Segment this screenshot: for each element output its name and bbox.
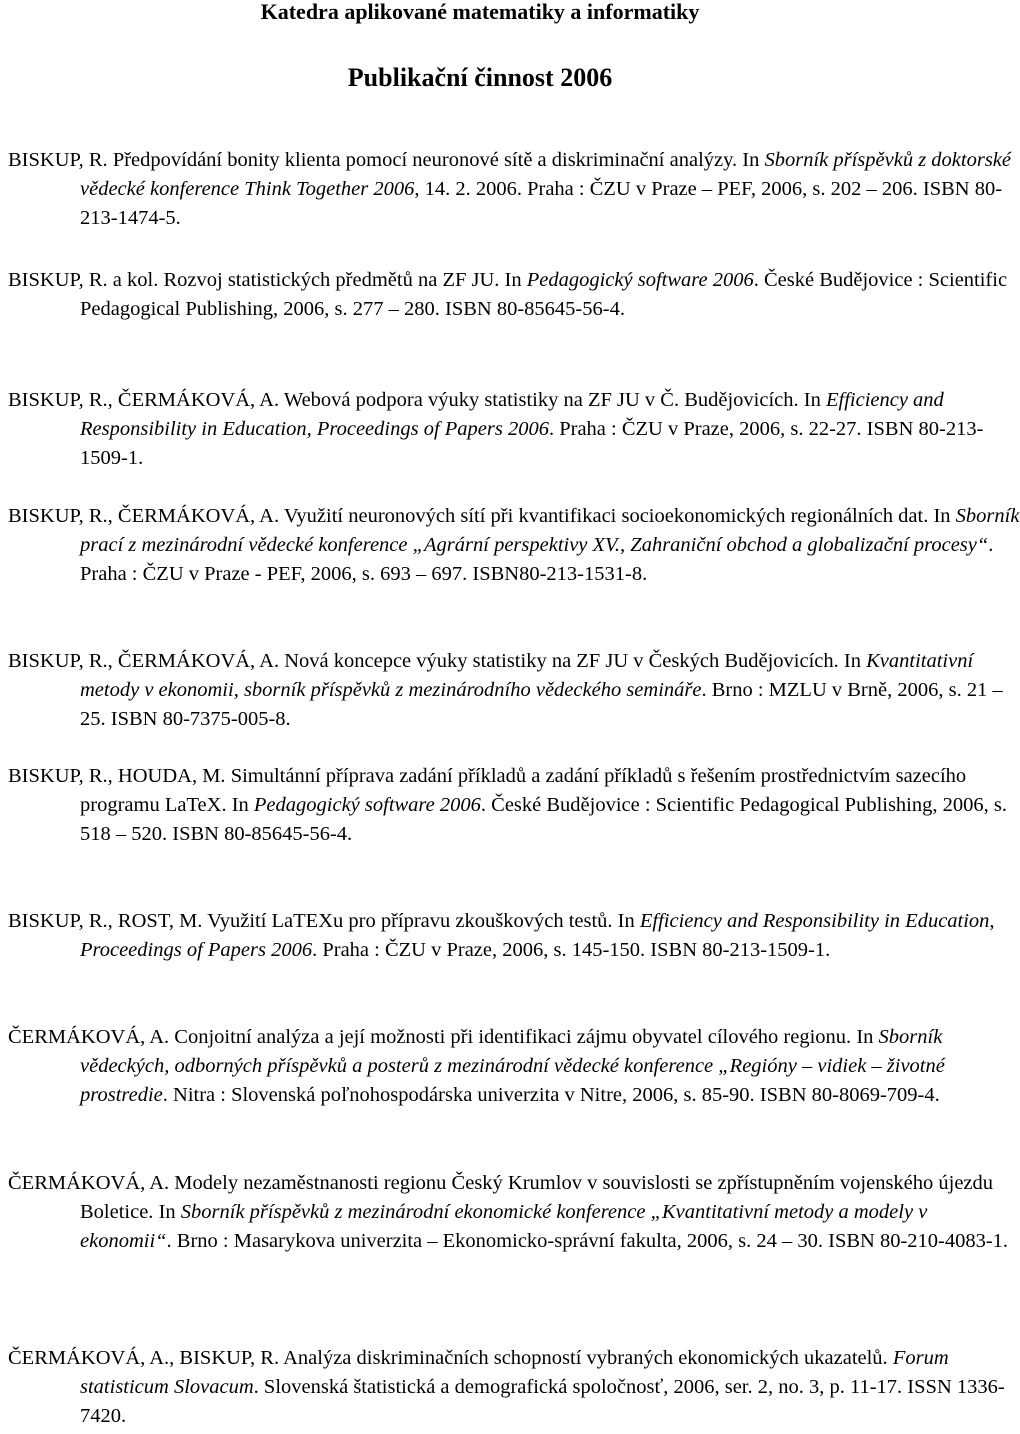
entry-details: , 14. 2. 2006. Praha : ČZU v Praze – PEF, 2006, s. 202 – 206. ISBN 80-213-1474-5. — [80, 178, 1003, 229]
entry-authors: BISKUP, R. a kol. — [8, 269, 159, 291]
entry-authors: ČERMÁKOVÁ, A. — [8, 1172, 170, 1194]
publication-entry — [8, 266, 1020, 324]
entry-in: In — [803, 389, 821, 411]
publication-entry — [8, 647, 1020, 734]
entry-source: Efficiency and Responsibility in Education, Proceedings of Papers 2006 — [80, 389, 944, 440]
entry-details: . Praha : ČZU v Praze, 2006, s. 145-150. ISBN 80-213-1509-1. — [312, 939, 831, 961]
entry-details: . Brno : MZLU v Brně, 2006, s. 21 – 25. ISBN 80-7375-005-8. — [80, 679, 1003, 730]
entry-title: Analýza diskriminačních schopností vybraných ekonomických ukazatelů. — [283, 1347, 888, 1369]
entry-in: In — [504, 269, 522, 291]
entry-authors: BISKUP, R., HOUDA, M. — [8, 765, 226, 787]
entry-source: Sborník prací z mezinárodní vědecké konference „Agrární perspektivy XV., Zahraniční obchod a globalizační procesy“ — [80, 505, 1020, 556]
entry-source: Pedagogický software 2006 — [526, 269, 754, 291]
entry-details: . Brno : Masarykova univerzita – Ekonomicko-správní fakulta, 2006, s. 24 – 30. ISBN 80-210-4083-1. — [166, 1230, 1009, 1252]
entry-in: In — [843, 650, 861, 672]
entry-title: Modely nezaměstnanosti regionu Český Krumlov v souvislosti se zpřístupněním vojenského újezdu Boletice. — [80, 1172, 994, 1223]
entry-details: . Slovenská štatistická a demografická spoločnosť, 2006, ser. 2, no. 3, p. 11-17. ISSN 1336-7420. — [80, 1376, 1005, 1427]
publication-entry — [8, 502, 1020, 589]
entry-title: Simultánní příprava zadání příkladů a zadání příkladů s řešením prostřednictvím sazecího programu LaTeX. — [80, 765, 967, 816]
entry-authors: BISKUP, R., ČERMÁKOVÁ, A. — [8, 505, 280, 527]
publication-entry — [8, 1023, 1020, 1110]
entry-title: Využití LaTEXu pro přípravu zkouškových testů. — [207, 910, 613, 932]
entry-details: . České Budějovice : Scientific Pedagogical Publishing, 2006, s. 277 – 280. ISBN 80-85645-56-4. — [80, 269, 1008, 320]
entry-title: Rozvoj statistických předmětů na ZF JU. — [163, 269, 500, 291]
entry-source: Forum statisticum Slovacum — [80, 1347, 949, 1398]
publication-entry — [8, 1169, 1020, 1256]
entry-source: Sborník příspěvků z mezinárodní ekonomické konference „Kvantitativní metody a modely v ekonomii“ — [80, 1201, 928, 1252]
entry-source: Efficiency and Responsibility in Education, Proceedings of Papers 2006 — [80, 910, 995, 961]
entry-authors: BISKUP, R., ČERMÁKOVÁ, A. — [8, 389, 280, 411]
entry-authors: ČERMÁKOVÁ, A., BISKUP, R. — [8, 1347, 280, 1369]
entry-title: Nová koncepce výuky statistiky na ZF JU v Českých Budějovicích. — [284, 650, 839, 672]
publication-entry — [8, 1344, 1020, 1431]
entry-source: Pedagogický software 2006 — [253, 794, 481, 816]
publication-entry — [8, 386, 1020, 473]
entry-in: In — [158, 1201, 176, 1223]
entry-details: . Praha : ČZU v Praze, 2006, s. 22-27. ISBN 80-213-1509-1. — [80, 418, 984, 469]
entry-authors: BISKUP, R. — [8, 149, 108, 171]
entry-authors: BISKUP, R., ROST, M. — [8, 910, 203, 932]
entry-details: . Nitra : Slovenská poľnohospodárska univerzita v Nitre, 2006, s. 85-90. ISBN 80-8069-709-4. — [162, 1084, 940, 1106]
entry-source: Sborník příspěvků z doktorské vědecké konference Think Together 2006 — [80, 149, 1012, 200]
entry-in: In — [231, 794, 249, 816]
entry-in: In — [856, 1026, 874, 1048]
entry-title: Předpovídání bonity klienta pomocí neuronové sítě a diskriminační analýzy. — [112, 149, 738, 171]
entry-title: Webová podpora výuky statistiky na ZF JU v Č. Budějovicích. — [283, 389, 799, 411]
publication-entry — [8, 762, 1020, 849]
department-heading: Katedra aplikované matematiky a informatiky — [260, 0, 700, 24]
entry-source: Sborník vědeckých, odborných příspěvků a posterů z mezinárodní vědecké konference „Regióny – vidiek – životné prostredie — [80, 1026, 945, 1106]
entry-details: . České Budějovice : Scientific Pedagogical Publishing, 2006, s. 518 – 520. ISBN 80-85645-56-4. — [80, 794, 1007, 845]
entry-in: In — [742, 149, 760, 171]
publication-entry — [8, 907, 1020, 965]
entry-authors: BISKUP, R., ČERMÁKOVÁ, A. — [8, 650, 280, 672]
entry-authors: ČERMÁKOVÁ, A. — [8, 1026, 170, 1048]
page-title: Publikační činnost 2006 — [347, 63, 613, 92]
entry-details: . Praha : ČZU v Praze - PEF, 2006, s. 693 – 697. ISBN80-213-1531-8. — [80, 534, 994, 585]
entry-title: Conjoitní analýza a její možnosti při identifikaci zájmu obyvatel cílového regionu. — [174, 1026, 852, 1048]
entry-title: Využití neuronových sítí při kvantifikaci socioekonomických regionálních dat. — [283, 505, 929, 527]
entry-in: In — [933, 505, 951, 527]
entry-source: Kvantitativní metody v ekonomii, sborník příspěvků z mezinárodního vědeckého semináře — [80, 650, 974, 701]
publication-entry — [8, 146, 1020, 233]
entry-in: In — [617, 910, 635, 932]
